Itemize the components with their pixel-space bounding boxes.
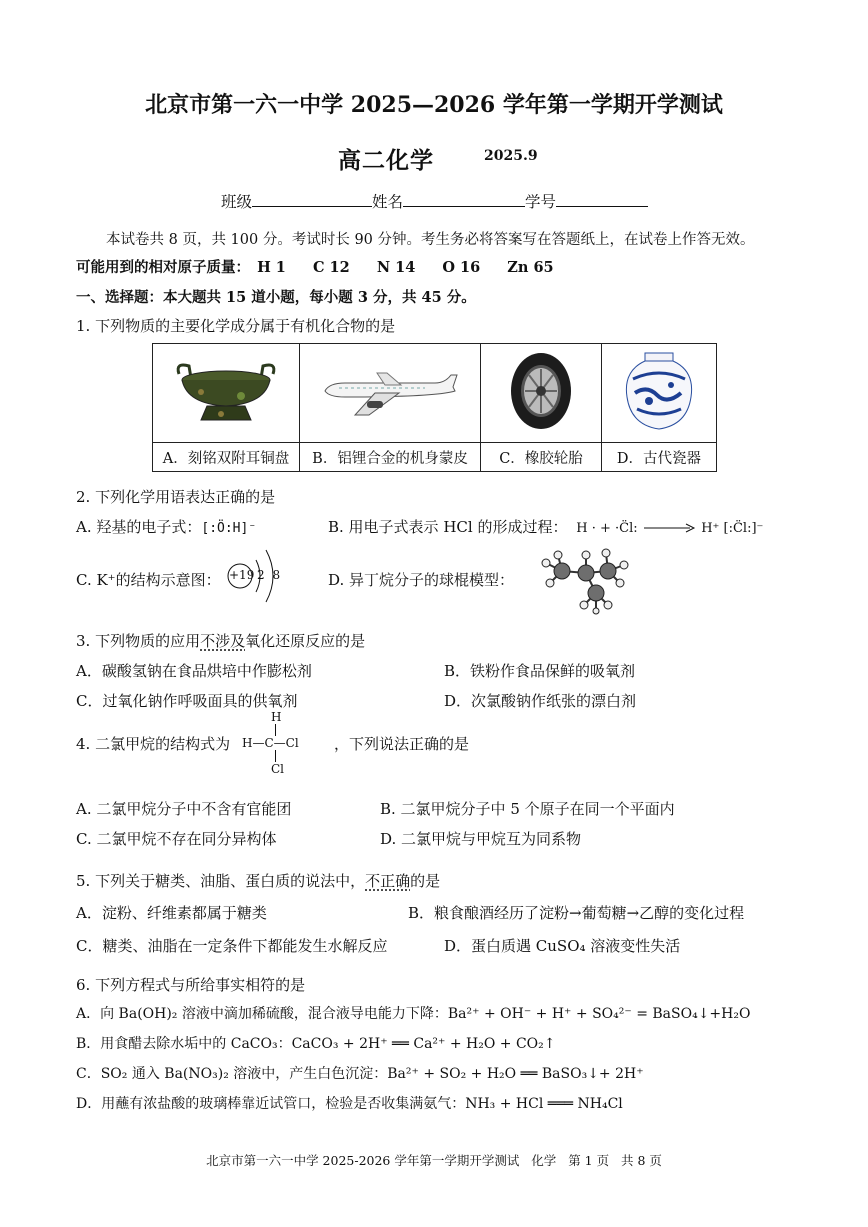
- q4-option-d[interactable]: D. 二氯甲烷与甲烷互为同系物: [380, 830, 582, 848]
- struct-bond-top: [275, 724, 276, 736]
- q6-option-c[interactable]: C．SO₂ 通入 Ba(NO₃)₂ 溶液中，产生白色沉淀：Ba²⁺ + SO₂ + H₂O ══ BaSO₃↓+ 2H⁺: [76, 1066, 644, 1082]
- id-label: 学号: [525, 193, 557, 211]
- q5-stem-emphasis: 不正确: [365, 872, 411, 890]
- potassium-ion-diagram: [226, 540, 286, 612]
- q6-option-d[interactable]: D．用蘸有浓盐酸的玻璃棒靠近试管口，检验是否收集满氨气：NH₃ + HCl ═══ NH₄Cl: [76, 1096, 623, 1112]
- struct-bond-bottom: [275, 750, 276, 762]
- q5-stem-post: 的是: [410, 872, 441, 890]
- q5-stem: [76, 870, 440, 891]
- q2-option-c[interactable]: [76, 569, 221, 590]
- electron-shells: 2 8: [257, 568, 281, 582]
- q4-option-c[interactable]: C. 二氯甲烷不存在同分异构体: [76, 830, 277, 848]
- q1-stem: 1. 下列物质的主要化学成分属于有机化合物的是: [76, 317, 396, 335]
- atomic-masses: [76, 256, 554, 277]
- q1-option-c[interactable]: C．橡胶轮胎: [481, 443, 602, 472]
- q3-stem: [76, 630, 365, 651]
- class-label: 班级: [221, 193, 253, 211]
- q3-option-a[interactable]: A．碳酸氢钠在食品烘培中作膨松剂: [76, 662, 312, 680]
- q4-option-a[interactable]: A. 二氯甲烷分子中不含有官能团: [76, 800, 292, 818]
- airplane-image: [300, 344, 481, 443]
- hcl-formation-left: H · + ·C̈l:: [576, 521, 638, 536]
- page-footer: 北京市第一六一中学 2025-2026 学年第一学期开学测试 化学 第 1 页 共 8 页: [206, 1153, 662, 1168]
- atomic-masses-label: 可能用到的相对原子质量：: [76, 259, 250, 276]
- q3-stem-post: 氧化还原反应的是: [245, 632, 366, 650]
- dichloromethane-structure: [242, 710, 322, 780]
- q3-option-c[interactable]: C．过氧化钠作呼吸面具的供氧剂: [76, 692, 298, 710]
- class-field[interactable]: [252, 192, 372, 207]
- tire-image: [481, 344, 602, 443]
- q5-option-b[interactable]: B．粮食酿酒经历了淀粉→葡萄糖→乙醇的变化过程: [408, 904, 745, 922]
- q6-option-a[interactable]: A．向 Ba(OH)₂ 溶液中滴加稀硫酸，混合液导电能力下降：Ba²⁺ + OH⁻ + H⁺ + SO₄²⁻ = BaSO₄↓+H₂O: [76, 1006, 751, 1022]
- exam-title: 北京市第一六一中学 2025—2026 学年第一学期开学测试: [145, 92, 723, 118]
- mass-zn: Zn 65: [507, 259, 554, 276]
- q5-option-c[interactable]: C．糖类、油脂在一定条件下都能发生水解反应: [76, 937, 388, 955]
- q3-option-d[interactable]: D．次氯酸钠作纸张的漂白剂: [444, 692, 637, 710]
- q5-stem-pre: 5. 下列关于糖类、油脂、蛋白质的说法中，: [76, 872, 366, 890]
- subject-title: 高二化学: [338, 147, 434, 174]
- q2-option-a-text: A. 羟基的电子式：: [76, 518, 202, 536]
- q2-option-d-text: D. 异丁烷分子的球棍模型：: [328, 571, 515, 589]
- q3-stem-emphasis: 不涉及: [200, 632, 246, 650]
- mass-o: O 16: [442, 259, 481, 276]
- q3-stem-pre: 3. 下列物质的应用: [76, 632, 201, 650]
- nucleus-charge: +19: [229, 568, 255, 582]
- q5-option-a[interactable]: A．淀粉、纤维素都属于糖类: [76, 904, 267, 922]
- q2-option-b[interactable]: [328, 516, 763, 537]
- q5-option-d[interactable]: D．蛋白质遇 CuSO₄ 溶液变性失活: [444, 937, 681, 955]
- name-field[interactable]: [403, 192, 525, 207]
- hydroxyl-electron-formula: [:Ö:H]⁻: [201, 521, 257, 536]
- mass-h: H 1: [257, 259, 286, 276]
- hcl-formation-right: H⁺ [:C̈l:]⁻: [701, 521, 764, 536]
- q2-option-c-text: C. K⁺的结构示意图：: [76, 571, 221, 589]
- q4-stem-post: ，下列说法正确的是: [334, 735, 470, 753]
- q2-stem: 2. 下列化学用语表达正确的是: [76, 488, 276, 506]
- isobutane-ball-stick-model: [536, 543, 636, 615]
- q1-option-a[interactable]: A．刻铭双附耳铜盘: [153, 443, 300, 472]
- q2-option-a[interactable]: [76, 516, 256, 537]
- q2-option-b-text: B. 用电子式表示 HCl 的形成过程：: [328, 518, 568, 536]
- bronze-plate-image: [153, 344, 300, 443]
- mass-n: N 14: [376, 259, 416, 276]
- q6-stem: 6. 下列方程式与所给事实相符的是: [76, 976, 306, 994]
- reaction-arrow-icon: [642, 522, 696, 534]
- q2-option-d[interactable]: [328, 569, 514, 590]
- q6-option-b[interactable]: B．用食醋去除水垢中的 CaCO₃：CaCO₃ + 2H⁺ ══ Ca²⁺ + H₂O + CO₂↑: [76, 1036, 556, 1052]
- q3-option-b[interactable]: B．铁粉作食品保鲜的吸氧剂: [444, 662, 636, 680]
- section-heading: 一、选择题：本大题共 15 道小题，每小题 3 分，共 45 分。: [76, 289, 476, 306]
- struct-h-top: H: [271, 710, 282, 724]
- id-field[interactable]: [556, 192, 648, 207]
- q1-option-d[interactable]: D．古代瓷器: [602, 443, 717, 472]
- q1-options-table: [152, 343, 717, 472]
- q4-stem-pre: 4. 二氯甲烷的结构式为: [76, 735, 231, 753]
- struct-cl-bottom: Cl: [271, 762, 285, 776]
- student-info-line: [221, 190, 648, 212]
- name-label: 姓名: [372, 193, 404, 211]
- mass-c: C 12: [312, 259, 350, 276]
- q1-option-b[interactable]: B．铝锂合金的机身蒙皮: [300, 443, 481, 472]
- porcelain-vase-image: [602, 344, 717, 443]
- q4-option-b[interactable]: B. 二氯甲烷分子中 5 个原子在同一个平面内: [380, 800, 675, 818]
- exam-date: 2025.9: [484, 148, 538, 164]
- instructions: 本试卷共 8 页，共 100 分。考试时长 90 分钟。考生务必将答案写在答题纸上，在试卷上作答无效。: [106, 232, 755, 248]
- struct-middle-row: H—C—Cl: [242, 736, 299, 750]
